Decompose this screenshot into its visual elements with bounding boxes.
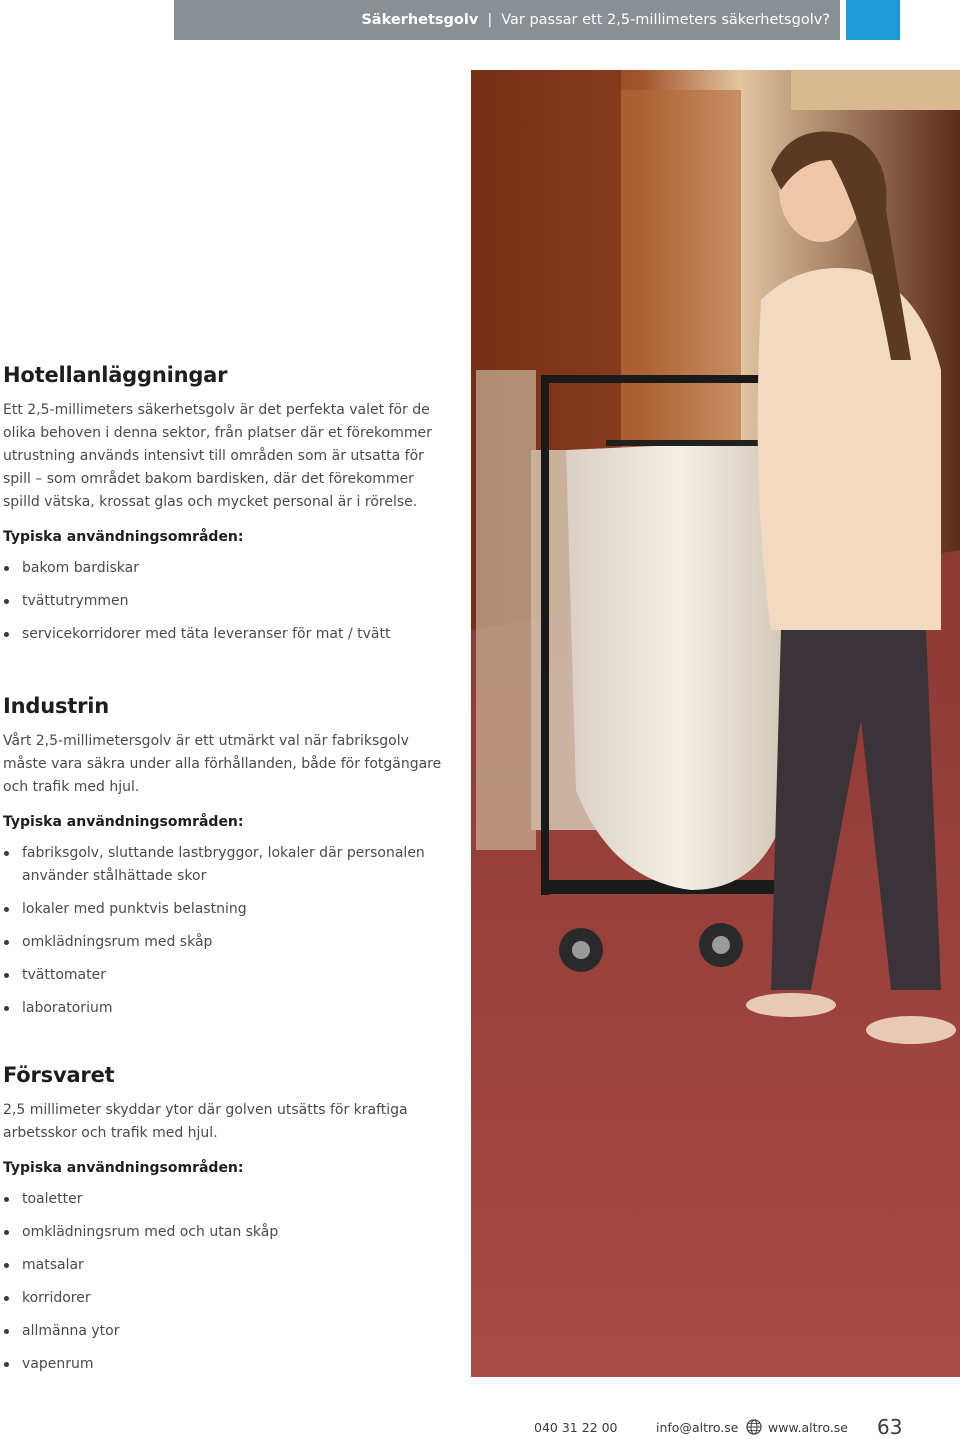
- header-subtitle: Var passar ett 2,5-millimeters säkerhetsgolv?: [501, 12, 830, 28]
- list-item: vapenrum: [3, 1353, 443, 1376]
- list-item: korridorer: [3, 1287, 443, 1310]
- footer-phone[interactable]: 040 31 22 00: [534, 1420, 618, 1435]
- industry-body: Vårt 2,5-millimetersgolv är ett utmärkt val när fabriksgolv måste vara säkra under alla förhållanden, både för fotgängare och trafik med hjul.: [3, 733, 442, 795]
- header-accent-block: [846, 0, 900, 40]
- industry-title: Industrin: [3, 694, 109, 718]
- defence-body: 2,5 millimeter skyddar ytor där golven utsätts för kraftiga arbetsskor och trafik med hjul.: [3, 1102, 408, 1141]
- section-hotel: [3, 362, 443, 656]
- header-bar: [174, 0, 840, 40]
- list-item: matsalar: [3, 1254, 443, 1277]
- defence-title: Försvaret: [3, 1063, 115, 1087]
- list-item: tvättutrymmen: [3, 590, 443, 613]
- list-item: laboratorium: [3, 997, 443, 1020]
- defence-usage-heading: Typiska användningsområden:: [3, 1160, 244, 1176]
- list-item: tvättomater: [3, 964, 443, 987]
- footer: [0, 1417, 960, 1439]
- section-industry: [3, 693, 443, 1030]
- hotel-body: Ett 2,5-millimeters säkerhetsgolv är det perfekta valet för de olika behoven i denna sektor, från platser där et förekommer utrustning används intensivt till områden som är utsatta för spill – som området bakom bardisken, där det förekommer spilld vätska, krossat glas och mycket personal är i rörelse.: [3, 402, 432, 510]
- section-defence: [3, 1062, 443, 1386]
- industry-usage-list: [3, 842, 443, 1020]
- list-item: allmänna ytor: [3, 1320, 443, 1343]
- hotel-usage-heading: Typiska användningsområden:: [3, 529, 244, 545]
- globe-icon: [746, 1419, 762, 1435]
- list-item: servicekorridorer med täta leveranser för mat / tvätt: [3, 623, 443, 646]
- header-section: Säkerhetsgolv: [361, 12, 479, 28]
- list-item: bakom bardiskar: [3, 557, 443, 580]
- list-item: omklädningsrum med skåp: [3, 931, 443, 954]
- list-item: omklädningsrum med och utan skåp: [3, 1221, 443, 1244]
- photo-illustration: [471, 70, 960, 1377]
- industry-usage-heading: Typiska användningsområden:: [3, 814, 244, 830]
- list-item: lokaler med punktvis belastning: [3, 898, 443, 921]
- hotel-usage-list: [3, 557, 443, 646]
- footer-web[interactable]: www.altro.se: [768, 1420, 848, 1435]
- hotel-title: Hotellanläggningar: [3, 363, 228, 387]
- hotel-housekeeper-photo: [471, 70, 960, 1377]
- page-number: 63: [877, 1415, 903, 1439]
- header-separator: |: [487, 12, 493, 28]
- list-item: toaletter: [3, 1188, 443, 1211]
- defence-usage-list: [3, 1188, 443, 1376]
- footer-email[interactable]: info@altro.se: [656, 1420, 739, 1435]
- list-item: fabriksgolv, sluttande lastbryggor, lokaler där personalen använder stålhättade skor: [3, 842, 443, 888]
